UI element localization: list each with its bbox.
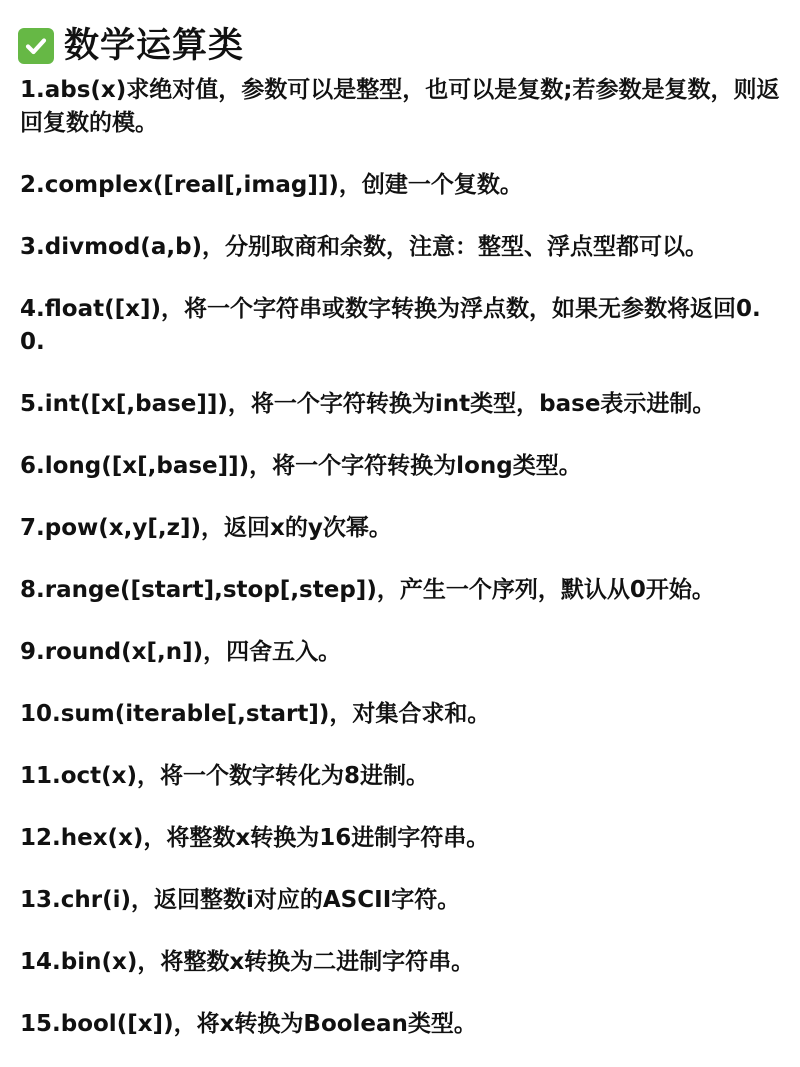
list-item-hex: 12.hex(x)，将整数x转换为16进制字符串。 — [20, 825, 490, 851]
list-item-range: 8.range([start],stop[,step])，产生一个序列，默认从0开始。 — [20, 577, 715, 603]
check-mark-icon — [18, 28, 54, 64]
list-item-bin: 14.bin(x)，将整数x转换为二进制字符串。 — [20, 949, 475, 975]
list-item-pow: 7.pow(x,y[,z])，返回x的y次幂。 — [20, 515, 392, 541]
list-item-int: 5.int([x[,base]])，将一个字符转换为int类型，base表示进制。 — [20, 391, 716, 417]
list-item-round: 9.round(x[,n])，四舍五入。 — [20, 639, 342, 665]
list-item-chr: 13.chr(i)，返回整数i对应的ASCII字符。 — [20, 887, 461, 913]
list-item-abs: 1.abs(x)求绝对值，参数可以是整型，也可以是复数;若参数是复数，则返回复数的模。 — [20, 77, 780, 136]
list-item-sum: 10.sum(iterable[,start])，对集合求和。 — [20, 701, 491, 727]
list-item-complex: 2.complex([real[,imag]])，创建一个复数。 — [20, 172, 523, 198]
list-item-float: 4.float([x])，将一个字符串或数字转换为浮点数，如果无参数将返回0.0. — [20, 296, 761, 355]
header — [18, 24, 244, 68]
page-title: 数学运算类 — [64, 25, 245, 66]
list-item-bool: 15.bool([x])，将x转换为Boolean类型。 — [20, 1011, 477, 1037]
list-item-divmod: 3.divmod(a,b)，分别取商和余数，注意：整型、浮点型都可以。 — [20, 234, 709, 260]
list-item-long: 6.long([x[,base]])，将一个字符转换为long类型。 — [20, 453, 582, 479]
function-list — [20, 74, 780, 1041]
list-item-oct: 11.oct(x)，将一个数字转化为8进制。 — [20, 763, 430, 789]
